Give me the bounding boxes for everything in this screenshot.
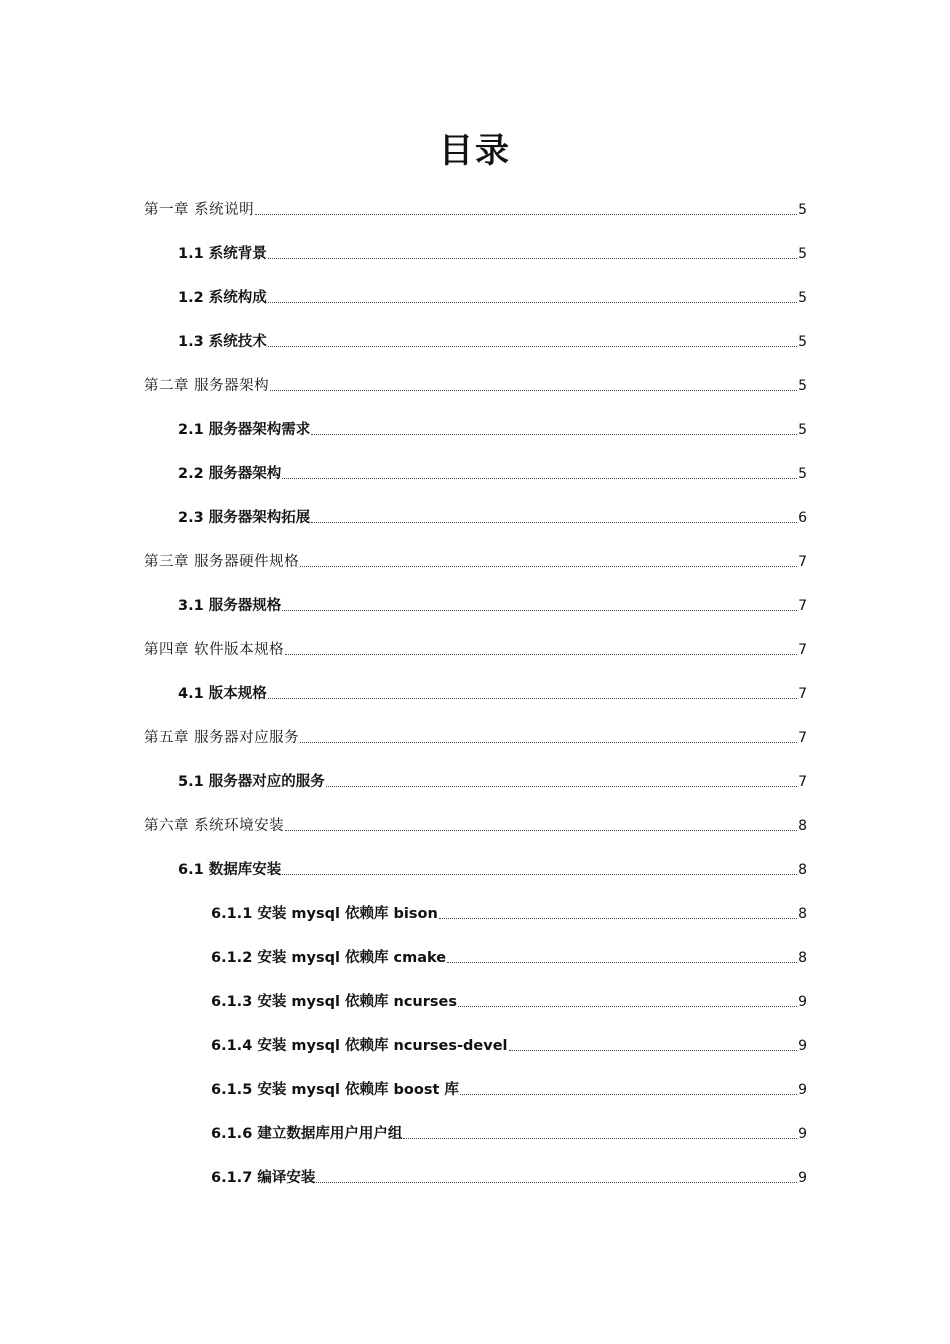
toc-page-number: 5 bbox=[798, 422, 807, 438]
toc-entry-label: 6.1.5 安装 mysql 依赖库 boost 库 bbox=[211, 1082, 459, 1098]
toc-entry-label: 第五章 服务器对应服务 bbox=[144, 730, 300, 746]
toc-entry-label: 6.1.3 安装 mysql 依赖库 ncurses bbox=[211, 994, 458, 1010]
toc-dot-leader bbox=[439, 918, 797, 919]
toc-entry[interactable] bbox=[178, 504, 807, 528]
toc-entry-label: 6.1.7 编译安装 bbox=[211, 1170, 316, 1186]
toc-entry[interactable] bbox=[144, 812, 807, 836]
toc-dot-leader bbox=[285, 830, 797, 831]
toc-entry[interactable] bbox=[178, 240, 807, 264]
toc-page-number: 9 bbox=[798, 994, 807, 1010]
toc-entry[interactable] bbox=[144, 724, 807, 748]
toc-dot-leader bbox=[316, 1182, 797, 1183]
toc-page-number: 9 bbox=[798, 1126, 807, 1142]
toc-page-number: 9 bbox=[798, 1082, 807, 1098]
toc-entry-label: 6.1.2 安装 mysql 依赖库 cmake bbox=[211, 950, 447, 966]
toc-entry[interactable] bbox=[178, 856, 807, 880]
toc-entry[interactable] bbox=[211, 900, 807, 924]
toc-entry-label: 4.1 版本规格 bbox=[178, 686, 267, 702]
toc-page-number: 8 bbox=[798, 862, 807, 878]
toc-page-number: 5 bbox=[798, 202, 807, 218]
toc-dot-leader bbox=[460, 1094, 797, 1095]
toc-page-number: 8 bbox=[798, 906, 807, 922]
toc-dot-leader bbox=[326, 786, 797, 787]
toc-entry[interactable] bbox=[178, 460, 807, 484]
toc-entry-label: 5.1 服务器对应的服务 bbox=[178, 774, 325, 790]
toc-dot-leader bbox=[268, 346, 797, 347]
toc-dot-leader bbox=[447, 962, 797, 963]
toc-entry-label: 1.1 系统背景 bbox=[178, 246, 267, 262]
toc-entry-label: 第一章 系统说明 bbox=[144, 202, 255, 218]
toc-entry[interactable] bbox=[211, 944, 807, 968]
toc-page-number: 7 bbox=[798, 774, 807, 790]
toc-page-number: 5 bbox=[798, 466, 807, 482]
toc-entry[interactable] bbox=[211, 1032, 807, 1056]
toc-entry[interactable] bbox=[211, 1076, 807, 1100]
toc-entry[interactable] bbox=[211, 1120, 807, 1144]
toc-entry-label: 1.2 系统构成 bbox=[178, 290, 267, 306]
toc-entry[interactable] bbox=[178, 284, 807, 308]
toc-entry-label: 第二章 服务器架构 bbox=[144, 378, 270, 394]
toc-entry[interactable] bbox=[211, 1164, 807, 1188]
toc-title: 目录 bbox=[439, 131, 511, 171]
toc-dot-leader bbox=[270, 390, 797, 391]
toc-entry[interactable] bbox=[178, 768, 807, 792]
toc-entry[interactable] bbox=[178, 680, 807, 704]
toc-dot-leader bbox=[268, 698, 797, 699]
toc-dot-leader bbox=[311, 522, 797, 523]
toc-entry-label: 第六章 系统环境安装 bbox=[144, 818, 285, 834]
toc-dot-leader bbox=[268, 302, 797, 303]
toc-dot-leader bbox=[311, 434, 797, 435]
toc-page-number: 7 bbox=[798, 730, 807, 746]
toc-entry-label: 6.1 数据库安装 bbox=[178, 862, 282, 878]
toc-entry-label: 第三章 服务器硬件规格 bbox=[144, 554, 300, 570]
toc-page-number: 5 bbox=[798, 334, 807, 350]
toc-dot-leader bbox=[300, 566, 797, 567]
toc-dot-leader bbox=[282, 874, 797, 875]
toc-entry-label: 2.1 服务器架构需求 bbox=[178, 422, 311, 438]
toc-entry-label: 6.1.4 安装 mysql 依赖库 ncurses-devel bbox=[211, 1038, 508, 1054]
toc-page-number: 7 bbox=[798, 686, 807, 702]
toc-page-number: 7 bbox=[798, 554, 807, 570]
toc-dot-leader bbox=[458, 1006, 797, 1007]
toc-page-number: 9 bbox=[798, 1038, 807, 1054]
toc-dot-leader bbox=[509, 1050, 798, 1051]
toc-page-number: 5 bbox=[798, 290, 807, 306]
toc-page-number: 5 bbox=[798, 378, 807, 394]
toc-entry[interactable] bbox=[211, 988, 807, 1012]
toc-entry[interactable] bbox=[178, 416, 807, 440]
toc-entry-label: 3.1 服务器规格 bbox=[178, 598, 282, 614]
toc-entry-label: 6.1.1 安装 mysql 依赖库 bison bbox=[211, 906, 438, 922]
toc-entry-label: 6.1.6 建立数据库用户用户组 bbox=[211, 1126, 403, 1142]
toc-page-number: 9 bbox=[798, 1170, 807, 1186]
toc-page-number: 5 bbox=[798, 246, 807, 262]
toc-entry[interactable] bbox=[178, 592, 807, 616]
toc-entry[interactable] bbox=[144, 636, 807, 660]
toc-entry[interactable] bbox=[178, 328, 807, 352]
toc-dot-leader bbox=[255, 214, 797, 215]
toc-dot-leader bbox=[282, 610, 797, 611]
toc-entry[interactable] bbox=[144, 372, 807, 396]
toc-page-number: 7 bbox=[798, 598, 807, 614]
toc-page-number: 8 bbox=[798, 818, 807, 834]
toc-entry-label: 1.3 系统技术 bbox=[178, 334, 267, 350]
toc-dot-leader bbox=[285, 654, 797, 655]
toc-dot-leader bbox=[282, 478, 797, 479]
toc-dot-leader bbox=[268, 258, 797, 259]
toc-dot-leader bbox=[403, 1138, 797, 1139]
toc-entry-label: 2.3 服务器架构拓展 bbox=[178, 510, 311, 526]
toc-dot-leader bbox=[300, 742, 797, 743]
toc-page-number: 6 bbox=[798, 510, 807, 526]
toc-entry-label: 2.2 服务器架构 bbox=[178, 466, 282, 482]
toc-entry-label: 第四章 软件版本规格 bbox=[144, 642, 285, 658]
toc-entry[interactable] bbox=[144, 548, 807, 572]
toc-page-number: 7 bbox=[798, 642, 807, 658]
toc-page-number: 8 bbox=[798, 950, 807, 966]
toc-entry[interactable] bbox=[144, 196, 807, 220]
